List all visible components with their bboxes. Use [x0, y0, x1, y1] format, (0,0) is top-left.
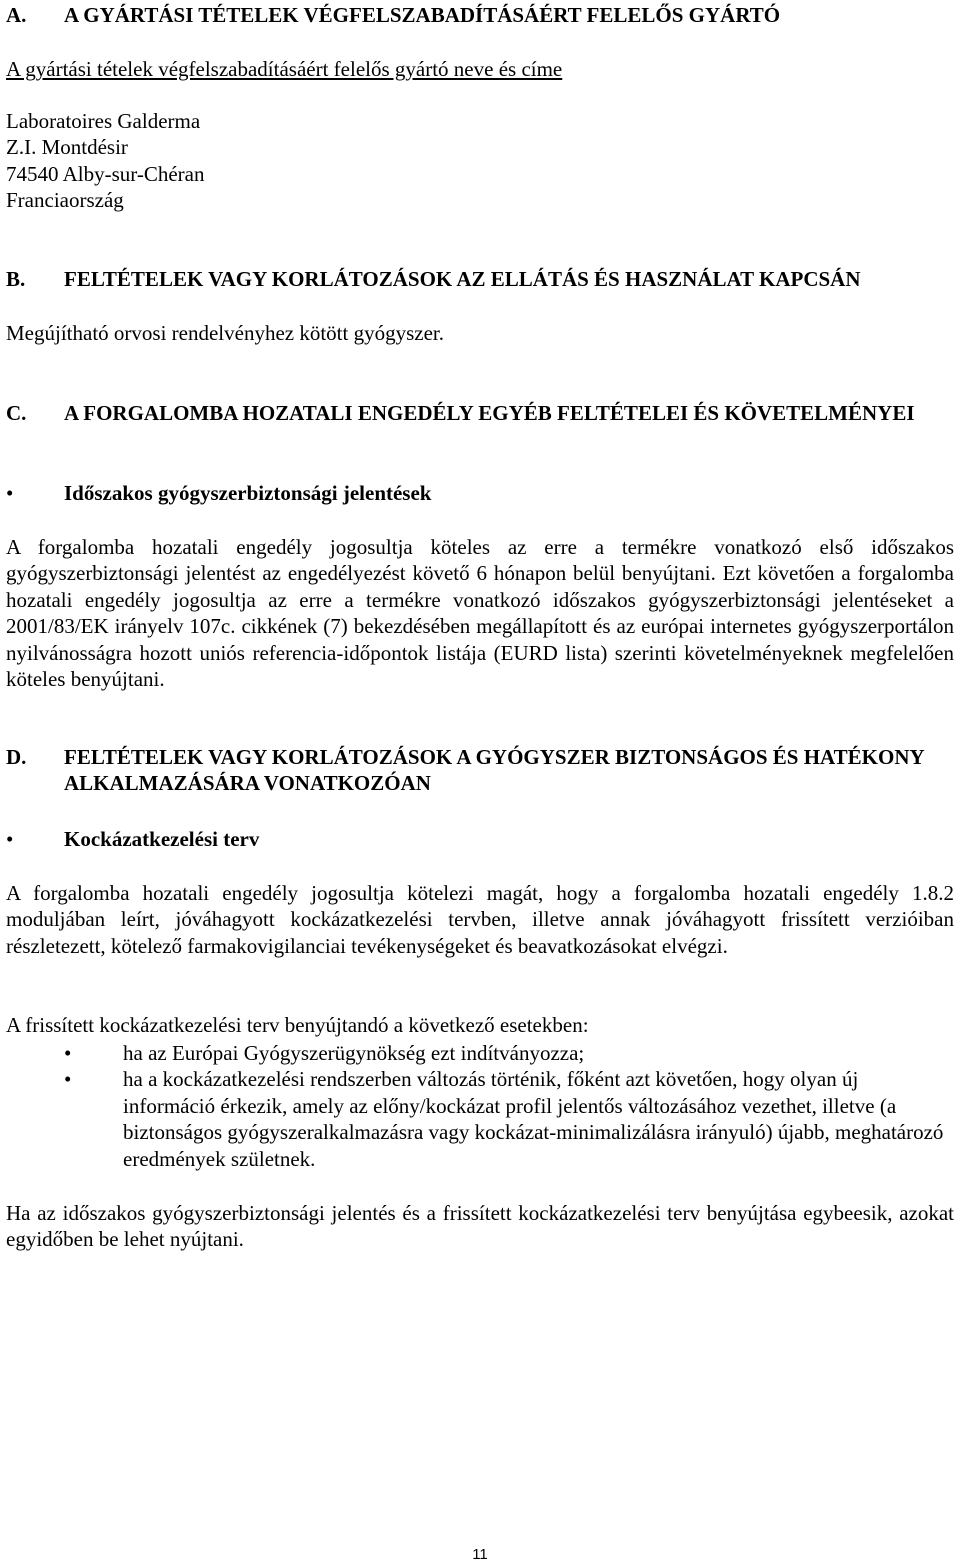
address-line: Z.I. Montdésir	[6, 135, 128, 160]
section-letter: D.	[6, 745, 27, 769]
section-a-heading	[6, 2, 954, 28]
section-c-heading	[6, 400, 954, 426]
section-d-heading	[6, 744, 954, 797]
address-line: Franciaország	[6, 188, 124, 213]
list-item: • ha az Európai Gyógyszerügynökség ezt indítványozza;	[6, 1040, 954, 1066]
section-title: A FORGALOMBA HOZATALI ENGEDÉLY EGYÉB FELTÉTELEI ÉS KÖVETELMÉNYEI	[64, 401, 915, 425]
section-title: FELTÉTELEK VAGY KORLÁTOZÁSOK AZ ELLÁTÁS ÉS HASZNÁLAT KAPCSÁN	[64, 267, 861, 291]
section-d-paragraph-3: Ha az időszakos gyógyszerbiztonsági jelentés és a frissített kockázatkezelési terv benyújtása egybeesik, azokat egyidőben be lehet nyújtani.	[6, 1201, 954, 1252]
section-letter: B.	[6, 267, 26, 291]
address-line: Laboratoires Galderma	[6, 109, 201, 133]
section-letter: C.	[6, 401, 27, 425]
section-title: A GYÁRTÁSI TÉTELEK VÉGFELSZABADÍTÁSÁÉRT FELELŐS GYÁRTÓ	[64, 3, 781, 27]
bullet-heading: Kockázatkezelési terv	[64, 827, 260, 851]
section-d-paragraph-2: A frissített kockázatkezelési terv benyújtandó a következő esetekben:	[6, 1013, 589, 1037]
section-d-bullet	[6, 826, 954, 852]
page-number: 11	[472, 1546, 488, 1563]
section-c-bullet	[6, 480, 954, 506]
section-b-heading	[6, 266, 954, 292]
section-title: FELTÉTELEK VAGY KORLÁTOZÁSOK A GYÓGYSZER BIZTONSÁGOS ÉS HATÉKONY ALKALMAZÁSÁRA VONATKOZÓAN	[64, 745, 924, 796]
bullet-icon: •	[6, 827, 14, 851]
address-line: 74540 Alby-sur-Chéran	[6, 161, 205, 186]
bullet-heading: Időszakos gyógyszerbiztonsági jelentések	[64, 481, 432, 505]
section-d-paragraph-1: A forgalomba hozatali engedély jogosultja kötelezi magát, hogy a forgalomba hozatali engedély 1.8.2 moduljában leírt, jóváhagyott kockázatkezelési tervben, illetve annak jóváhagyott frissített verzióiban részletezett, kötelező farmakovigilanciai tevékenységeket és beavatkozásokat elvégzi.	[6, 881, 954, 958]
section-c-paragraph: A forgalomba hozatali engedély jogosultja köteles az erre a termékre vonatkozó első időszakos gyógyszerbiztonsági jelentést az engedélyezést követő 6 hónapon belül benyújtani. Ezt követően a forgalomba hozatali engedély jogosultja az erre a termékre vonatkozó időszakos gyógyszerbiztonsági jelentéseket a 2001/83/EK irányelv 107c. cikkének (7) bekezdésében megállapított és az európai internetes gyógyszerportálon nyilvánosságra hozott uniós referencia-időpontok listája (EURD lista) szerinti követelményeknek megfelelően köteles benyújtani.	[6, 535, 954, 692]
bullet-icon: •	[64, 1041, 72, 1065]
bullet-icon: •	[6, 481, 14, 505]
list-item: • ha a kockázatkezelési rendszerben változás történik, főként azt követően, hogy olyan új információ érkezik, amely az előny/kockázat profil jelentős változásához vezethet, illetve (a biztonságos gyógyszeralkalmazásra vagy kockázat-minimalizálásra irányuló) újabb, meghatározó eredmények születnek.	[6, 1066, 954, 1172]
manufacturer-subtitle: A gyártási tételek végfelszabadításáért felelős gyártó neve és címe	[6, 57, 563, 81]
update-conditions-list	[6, 1040, 954, 1172]
manufacturer-address	[6, 108, 954, 214]
section-letter: A.	[6, 3, 27, 27]
bullet-icon: •	[64, 1067, 72, 1092]
section-b-text: Megújítható orvosi rendelvényhez kötött gyógyszer.	[6, 321, 444, 345]
